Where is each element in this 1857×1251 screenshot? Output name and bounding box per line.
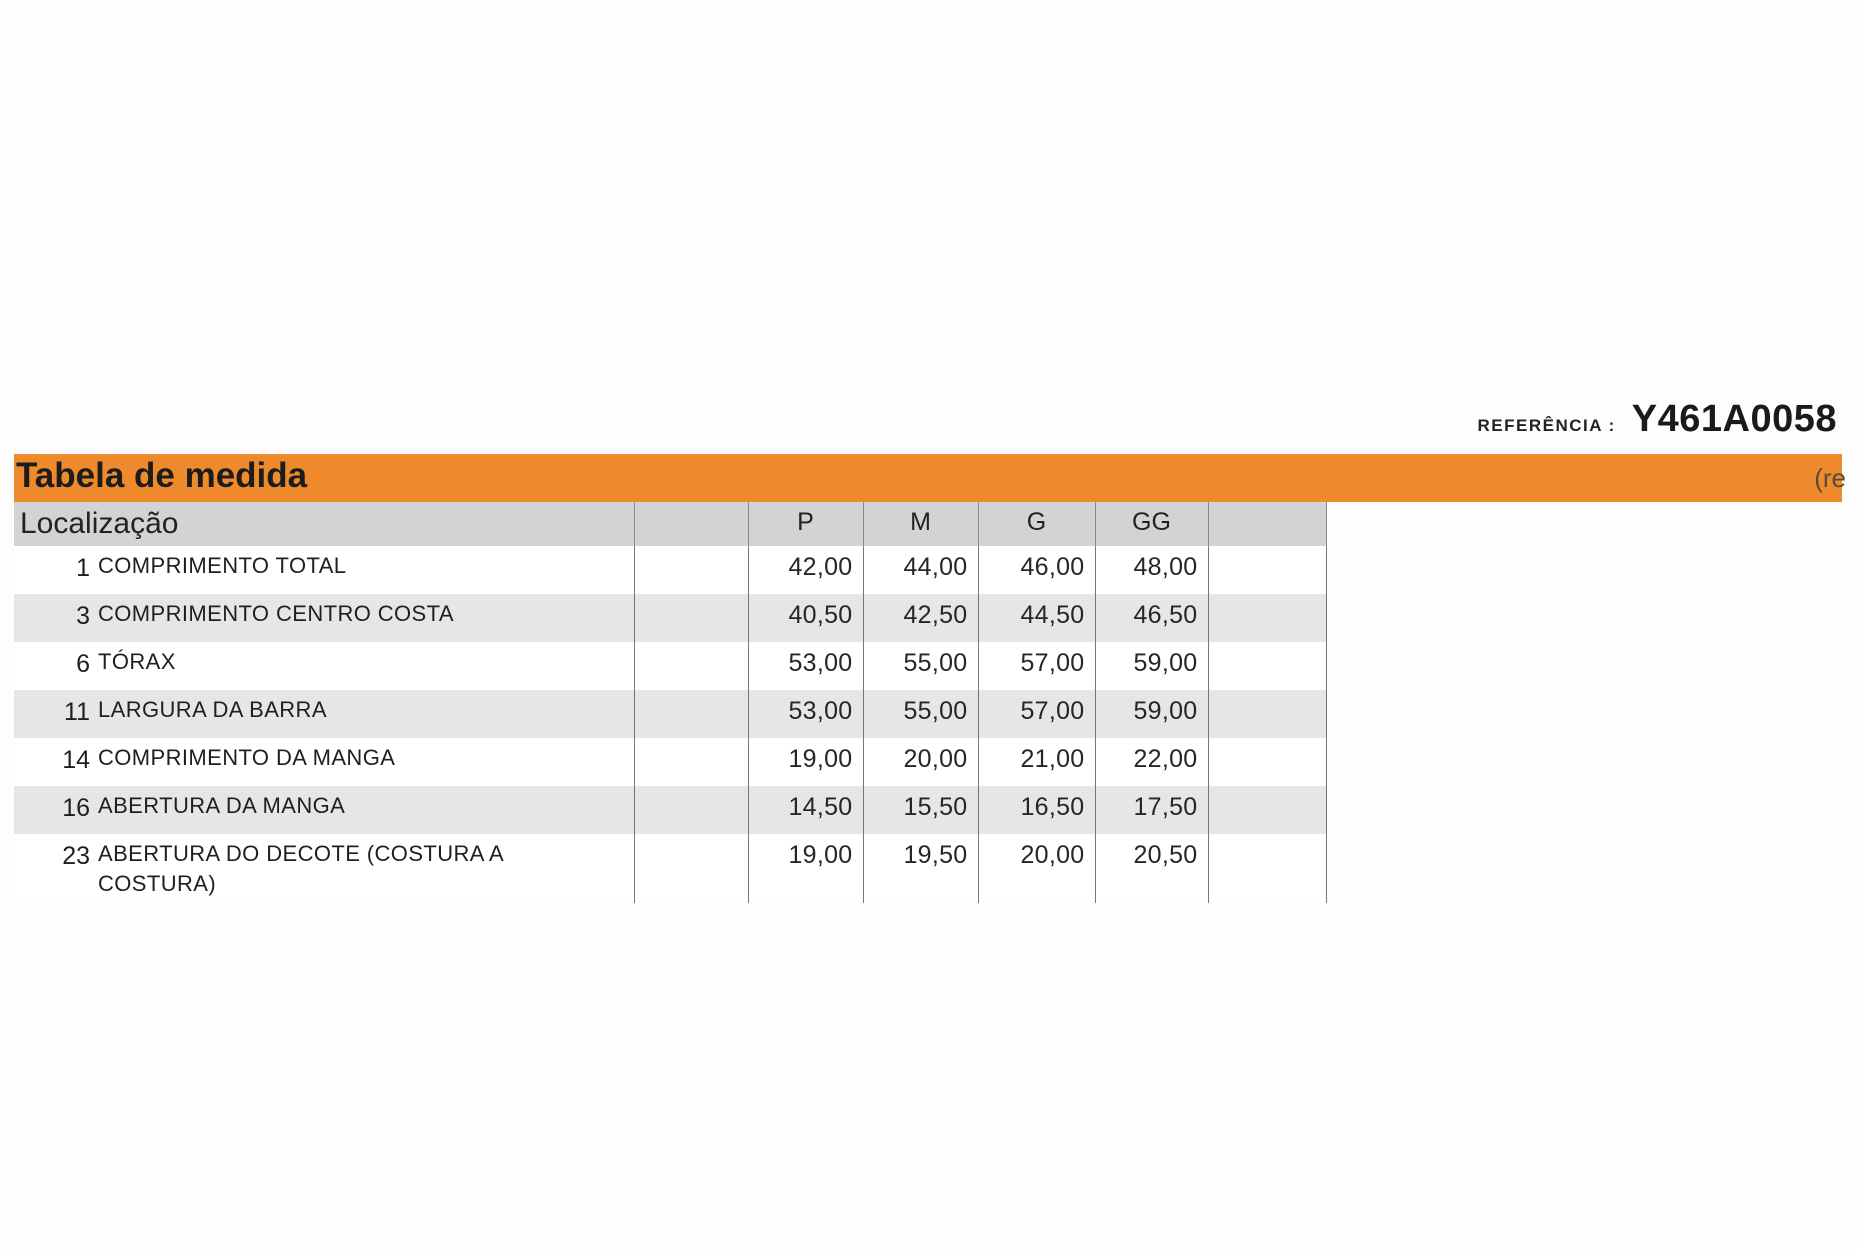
value-cell-g: 44,50 <box>978 594 1095 642</box>
location-name: ABERTURA DO DECOTE (COSTURA A COSTURA) <box>98 841 503 896</box>
table-body <box>14 546 1326 903</box>
header-size-p: P <box>748 502 863 546</box>
value-cell-g: 46,00 <box>978 546 1095 594</box>
value-cell-p: 19,00 <box>748 738 863 786</box>
value-cell-gg: 48,00 <box>1095 546 1208 594</box>
cropped-description-line <box>14 378 1174 402</box>
location-content <box>14 642 634 679</box>
blank-cell <box>634 690 748 738</box>
table-row <box>14 738 1326 786</box>
table-header-row <box>14 502 1326 546</box>
blank-cell <box>634 834 748 903</box>
value-cell-g: 57,00 <box>978 690 1095 738</box>
value-cell-m: 44,00 <box>863 546 978 594</box>
value-cell-gg: 59,00 <box>1095 690 1208 738</box>
value-cell-m: 42,50 <box>863 594 978 642</box>
table-row <box>14 834 1326 903</box>
blank-cell <box>634 594 748 642</box>
value-cell-gg: 20,50 <box>1095 834 1208 903</box>
value-cell-g: 20,00 <box>978 834 1095 903</box>
value-cell-p: 53,00 <box>748 690 863 738</box>
table-row <box>14 786 1326 834</box>
header-size-gg: GG <box>1095 502 1208 546</box>
measurement-table-banner <box>14 454 1846 502</box>
reference-value: Y461A0058 <box>1631 398 1837 440</box>
location-content <box>14 738 634 775</box>
value-cell-p: 19,00 <box>748 834 863 903</box>
banner-note: (re <box>1814 463 1846 493</box>
extra-cell <box>1208 786 1326 834</box>
value-cell-p: 14,50 <box>748 786 863 834</box>
value-cell-gg: 59,00 <box>1095 642 1208 690</box>
location-cell <box>14 786 634 834</box>
location-name: LARGURA DA BARRA <box>98 697 327 722</box>
extra-cell <box>1208 834 1326 903</box>
location-cell <box>14 834 634 903</box>
location-content <box>14 546 634 583</box>
extra-cell <box>1208 690 1326 738</box>
location-number: 23 <box>62 842 90 870</box>
value-cell-m: 55,00 <box>863 690 978 738</box>
location-cell <box>14 738 634 786</box>
value-cell-p: 40,50 <box>748 594 863 642</box>
reference-label: REFERÊNCIA : <box>1477 416 1616 435</box>
header-extra <box>1208 502 1326 546</box>
location-number: 16 <box>62 794 90 822</box>
location-number: 3 <box>76 602 90 630</box>
location-content <box>14 594 634 631</box>
location-cell <box>14 594 634 642</box>
extra-cell <box>1208 738 1326 786</box>
value-cell-p: 53,00 <box>748 642 863 690</box>
header-size-g: G <box>978 502 1095 546</box>
value-cell-gg: 17,50 <box>1095 786 1208 834</box>
location-content <box>14 786 634 823</box>
location-number: 14 <box>62 746 90 774</box>
location-content <box>14 690 634 727</box>
blank-cell <box>634 546 748 594</box>
location-name: COMPRIMENTO TOTAL <box>98 553 347 578</box>
value-cell-g: 21,00 <box>978 738 1095 786</box>
location-cell <box>14 642 634 690</box>
location-name: TÓRAX <box>98 649 176 674</box>
value-cell-p: 42,00 <box>748 546 863 594</box>
header-size-m: M <box>863 502 978 546</box>
location-name: COMPRIMENTO CENTRO COSTA <box>98 601 454 626</box>
value-cell-m: 15,50 <box>863 786 978 834</box>
table-row <box>14 690 1326 738</box>
value-cell-gg: 22,00 <box>1095 738 1208 786</box>
header-location: Localização <box>14 502 634 546</box>
value-cell-gg: 46,50 <box>1095 594 1208 642</box>
location-cell <box>14 690 634 738</box>
value-cell-g: 57,00 <box>978 642 1095 690</box>
location-name: COMPRIMENTO DA MANGA <box>98 745 396 770</box>
blank-cell <box>634 642 748 690</box>
table-row <box>14 594 1326 642</box>
reference <box>1478 398 1838 441</box>
extra-cell <box>1208 546 1326 594</box>
extra-cell <box>1208 594 1326 642</box>
value-cell-g: 16,50 <box>978 786 1095 834</box>
location-name: ABERTURA DA MANGA <box>98 793 346 818</box>
table-row <box>14 642 1326 690</box>
value-cell-m: 20,00 <box>863 738 978 786</box>
location-number: 6 <box>76 650 90 678</box>
location-number: 11 <box>64 698 90 726</box>
banner-title: Tabela de medida <box>16 456 308 495</box>
extra-cell <box>1208 642 1326 690</box>
value-cell-m: 55,00 <box>863 642 978 690</box>
blank-cell <box>634 738 748 786</box>
header-blank <box>634 502 748 546</box>
value-cell-m: 19,50 <box>863 834 978 903</box>
blank-cell <box>634 786 748 834</box>
location-content <box>14 834 634 899</box>
measurement-table <box>14 502 1327 903</box>
location-cell <box>14 546 634 594</box>
location-number: 1 <box>76 554 90 582</box>
table-row <box>14 546 1326 594</box>
